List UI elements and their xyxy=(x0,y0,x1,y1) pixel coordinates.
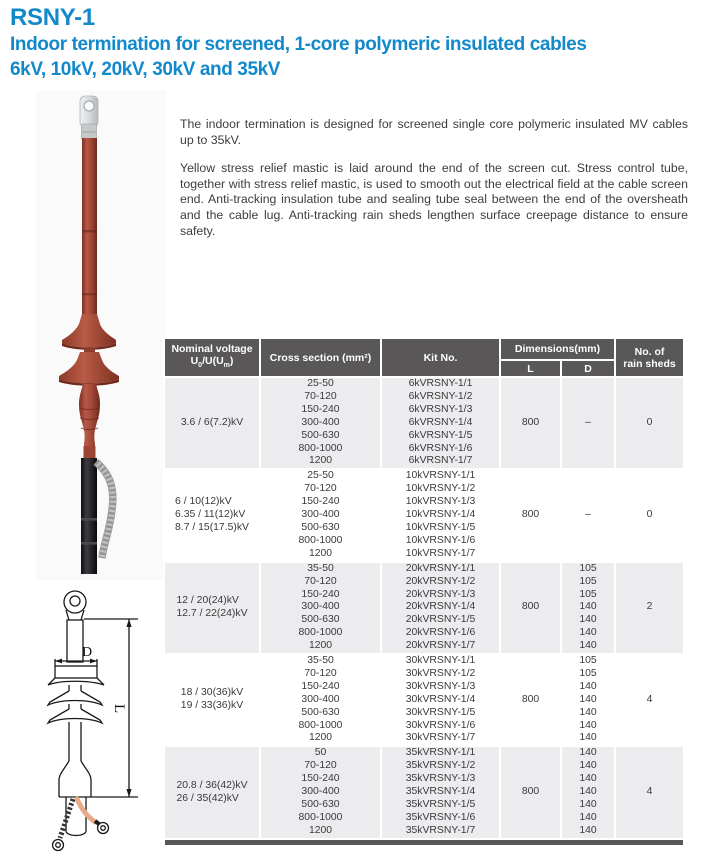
cell-line: 35-50 xyxy=(307,655,334,667)
cell-line: 25-50 xyxy=(307,378,334,389)
spec-row-group xyxy=(164,746,684,838)
cell-line: 140 xyxy=(579,640,597,652)
cell-line: 6 / 10(12)kV xyxy=(175,496,232,508)
cell-line: 26 / 35(42)kV xyxy=(176,792,239,804)
cell-line: 800-1000 xyxy=(298,442,343,454)
cell-line: 20kVRSNY-1/6 xyxy=(405,627,476,639)
cell-line: 140 xyxy=(579,747,597,759)
cell-line: 800-1000 xyxy=(298,811,343,823)
cell-kit-numbers xyxy=(381,562,500,654)
cell-line: 300-400 xyxy=(301,416,340,428)
cell-line: 140 xyxy=(579,732,597,744)
cell-dimension-l: 800 xyxy=(500,654,561,746)
cell-line: 35kVRSNY-1/1 xyxy=(405,747,476,759)
cell-line: 8.7 / 15(17.5)kV xyxy=(175,521,249,533)
dimension-diagram xyxy=(12,588,162,854)
cell-rain-sheds: 0 xyxy=(615,469,684,561)
cell-dimension-l: 800 xyxy=(500,746,561,838)
cable-body xyxy=(81,458,97,574)
cell-line: 140 xyxy=(579,680,597,692)
cell-cross-sections xyxy=(260,377,381,469)
cell-dimension-d xyxy=(561,746,615,838)
cell-line: 20kVRSNY-1/2 xyxy=(405,575,476,587)
cell-line: 6kVRSNY-1/5 xyxy=(408,429,473,441)
spec-row-group xyxy=(164,377,684,469)
table-bottom-bar xyxy=(164,839,684,846)
cell-line: 105 xyxy=(579,667,597,679)
cell-line: 10kVRSNY-1/1 xyxy=(405,470,476,482)
cell-line: 20kVRSNY-1/1 xyxy=(405,562,476,574)
cell-line: 6.35 / 11(12)kV xyxy=(175,509,246,521)
cell-line: 140 xyxy=(579,799,597,810)
cell-line: 30kVRSNY-1/2 xyxy=(405,667,476,679)
cell-line: 6kVRSNY-1/2 xyxy=(408,390,473,402)
cell-line: 105 xyxy=(579,562,597,574)
cell-line: 20kVRSNY-1/5 xyxy=(405,614,476,626)
cell-line: 70-120 xyxy=(304,760,337,772)
cell-nominal-voltage xyxy=(164,562,260,654)
cell-line: 70-120 xyxy=(304,575,337,587)
spec-table-header xyxy=(164,338,684,377)
cell-dimension-l: 800 xyxy=(500,562,561,654)
cell-line: 20kVRSNY-1/7 xyxy=(405,640,476,652)
dimension-L-label: L xyxy=(111,704,127,714)
col-header-dimensions: Dimensions(mm) xyxy=(500,338,615,360)
cell-line: 1200 xyxy=(308,547,333,559)
cell-line: 70-120 xyxy=(304,390,337,402)
product-code: RSNY-1 xyxy=(10,4,95,31)
cell-dimension-l: 800 xyxy=(500,377,561,469)
cell-cross-sections xyxy=(260,746,381,838)
cell-cross-sections xyxy=(260,654,381,746)
cell-line: 500-630 xyxy=(301,429,340,441)
description-paragraph-2: Yellow stress relief mastic is laid around the end of the screen cut. Stress control tube, together with stress relief mastic, is used to smooth out the electrical field at the cable screen end. Anti-tracking insulation tube and sealing tube seal between the end of the oversheath and the cable lug. Anti-tracking rain sheds lengthen surface creepage distance to ensure safety. xyxy=(180,161,688,238)
cell-rain-sheds: 4 xyxy=(615,654,684,746)
spec-row-group xyxy=(164,562,684,654)
cell-line: 30kVRSNY-1/5 xyxy=(405,706,476,718)
cell-kit-numbers xyxy=(381,377,500,469)
cell-kit-numbers xyxy=(381,746,500,838)
cell-line: 150-240 xyxy=(301,680,340,692)
cell-line: 30kVRSNY-1/1 xyxy=(405,655,476,667)
cell-line: 25-50 xyxy=(307,470,334,482)
cell-line: 105 xyxy=(579,588,597,600)
cell-line: 800-1000 xyxy=(298,534,343,546)
spec-row-group xyxy=(164,469,684,561)
cell-line: 35kVRSNY-1/7 xyxy=(405,824,476,836)
col-header-rain-sheds: No. of rain sheds xyxy=(615,338,684,377)
diagram-earth-braid xyxy=(53,799,74,851)
cell-line: 1200 xyxy=(308,455,333,467)
cell-dimension-l: 800 xyxy=(500,469,561,561)
cell-line: 500-630 xyxy=(301,799,340,810)
cell-line: 1200 xyxy=(308,732,333,744)
cell-line: 35-50 xyxy=(307,562,334,574)
cell-line: 12.7 / 22(24)kV xyxy=(176,607,248,619)
cell-line: 105 xyxy=(579,575,597,587)
diagram-cable-lug xyxy=(64,591,86,620)
col-header-cross-section: Cross section (mm²) xyxy=(260,338,381,377)
spec-table xyxy=(163,337,685,847)
cell-line: 1200 xyxy=(308,640,333,652)
cell-rain-sheds: 0 xyxy=(615,377,684,469)
cell-nominal-voltage: 3.6 / 6(7.2)kV xyxy=(164,377,260,469)
cell-line: 500-630 xyxy=(301,706,340,718)
cell-line: 30kVRSNY-1/7 xyxy=(405,732,476,744)
cell-line: 140 xyxy=(579,614,597,626)
cell-line: 150-240 xyxy=(301,773,340,785)
cell-line: 150-240 xyxy=(301,588,340,600)
page-title-line1: Indoor termination for screened, 1-core polymeric insulated cables xyxy=(10,34,587,55)
diagram-copper-wire xyxy=(77,799,109,834)
cell-line: 140 xyxy=(579,601,597,613)
cell-line: 300-400 xyxy=(301,601,340,613)
description-paragraph-1: The indoor termination is designed for screened single core polymeric insulated MV cables up to 35kV. xyxy=(180,117,688,147)
product-description xyxy=(180,117,688,252)
cell-line: 35kVRSNY-1/6 xyxy=(405,811,476,823)
cell-line: 6kVRSNY-1/4 xyxy=(408,416,473,428)
cell-line: 800-1000 xyxy=(298,627,343,639)
diagram-rain-shed-3 xyxy=(48,709,102,723)
cell-line: 70-120 xyxy=(304,483,337,495)
col-header-kit-no: Kit No. xyxy=(381,338,500,377)
cell-line: 500-630 xyxy=(301,614,340,626)
cell-line: 140 xyxy=(579,706,597,718)
col-header-dim-d: D xyxy=(561,360,615,377)
cell-line: 6kVRSNY-1/7 xyxy=(408,455,473,467)
cell-line: 140 xyxy=(579,719,597,731)
cell-line: 140 xyxy=(579,773,597,785)
termination-product-photo xyxy=(36,90,166,580)
diagram-body xyxy=(59,761,91,797)
cell-line: 35kVRSNY-1/4 xyxy=(405,786,476,798)
cell-nominal-voltage xyxy=(164,654,260,746)
cell-line: 140 xyxy=(579,760,597,772)
cell-line: 140 xyxy=(579,811,597,823)
cell-line: 30kVRSNY-1/6 xyxy=(405,719,476,731)
cell-line: 140 xyxy=(579,693,597,705)
cell-line: 10kVRSNY-1/4 xyxy=(405,509,476,521)
page-title-line2: 6kV, 10kV, 20kV, 30kV and 35kV xyxy=(10,59,281,80)
diagram-tube xyxy=(67,620,83,662)
cell-line: 19 / 33(36)kV xyxy=(180,700,244,712)
cell-line: 6kVRSNY-1/3 xyxy=(408,403,473,415)
cell-cross-sections xyxy=(260,469,381,561)
cell-line: 300-400 xyxy=(301,693,340,705)
cell-line: 500-630 xyxy=(301,521,340,533)
spec-table-body xyxy=(164,377,684,839)
cell-line: 35kVRSNY-1/3 xyxy=(405,773,476,785)
cell-line: 105 xyxy=(579,655,597,667)
cell-line: 6kVRSNY-1/6 xyxy=(408,442,473,454)
insulation-tube xyxy=(82,138,97,318)
cell-line: 300-400 xyxy=(301,509,340,521)
cell-kit-numbers xyxy=(381,654,500,746)
cell-line: 150-240 xyxy=(301,403,340,415)
diagram-lower-tube xyxy=(69,722,81,761)
cell-line: 35kVRSNY-1/2 xyxy=(405,760,476,772)
cell-line: 140 xyxy=(579,627,597,639)
cell-line: 150-240 xyxy=(301,496,340,508)
cell-line: 35kVRSNY-1/5 xyxy=(405,799,476,810)
cell-line: 10kVRSNY-1/2 xyxy=(405,483,476,495)
cell-line: 10kVRSNY-1/6 xyxy=(405,534,476,546)
cell-line: 300-400 xyxy=(301,786,340,798)
page-header xyxy=(10,4,710,82)
cell-line: 12 / 20(24)kV xyxy=(176,594,239,606)
cell-line: 6kVRSNY-1/1 xyxy=(408,378,473,389)
cell-line: 20kVRSNY-1/3 xyxy=(405,588,476,600)
cell-kit-numbers xyxy=(381,469,500,561)
cell-line: 10kVRSNY-1/7 xyxy=(405,547,476,559)
cell-line: 1200 xyxy=(308,824,333,836)
cell-line: 800-1000 xyxy=(298,719,343,731)
diagram-rain-shed-2 xyxy=(48,691,102,705)
cell-dimension-d xyxy=(561,654,615,746)
cell-line: 20kVRSNY-1/4 xyxy=(405,601,476,613)
cell-rain-sheds: 4 xyxy=(615,746,684,838)
cell-line: 140 xyxy=(579,824,597,836)
cell-line: 18 / 30(36)kV xyxy=(180,687,244,699)
cell-nominal-voltage xyxy=(164,746,260,838)
cell-dimension-d: – xyxy=(561,377,615,469)
cell-dimension-d xyxy=(561,562,615,654)
cell-cross-sections xyxy=(260,562,381,654)
col-header-nominal-voltage: Nominal voltage $U_0/U(U_m)$ xyxy=(164,338,260,377)
cell-line: 70-120 xyxy=(304,667,337,679)
cell-dimension-d: – xyxy=(561,469,615,561)
cell-line: 140 xyxy=(579,786,597,798)
col-header-dim-l: L xyxy=(500,360,561,377)
cell-rain-sheds: 2 xyxy=(615,562,684,654)
diagram-rain-shed-1 xyxy=(48,666,104,685)
cell-line: 10kVRSNY-1/3 xyxy=(405,496,476,508)
voltage-unit-notation: $U_0/U(U_m)$ xyxy=(190,354,234,370)
cell-line: 50 xyxy=(314,747,327,759)
cell-line: 20.8 / 36(42)kV xyxy=(176,779,248,791)
cell-line: 30kVRSNY-1/3 xyxy=(405,680,476,692)
spec-row-group xyxy=(164,654,684,746)
cable-lug xyxy=(80,96,98,140)
dimension-D-label: D xyxy=(82,645,93,660)
cell-line: 30kVRSNY-1/4 xyxy=(405,693,476,705)
cell-line: 10kVRSNY-1/5 xyxy=(405,521,476,533)
cell-nominal-voltage xyxy=(164,469,260,561)
